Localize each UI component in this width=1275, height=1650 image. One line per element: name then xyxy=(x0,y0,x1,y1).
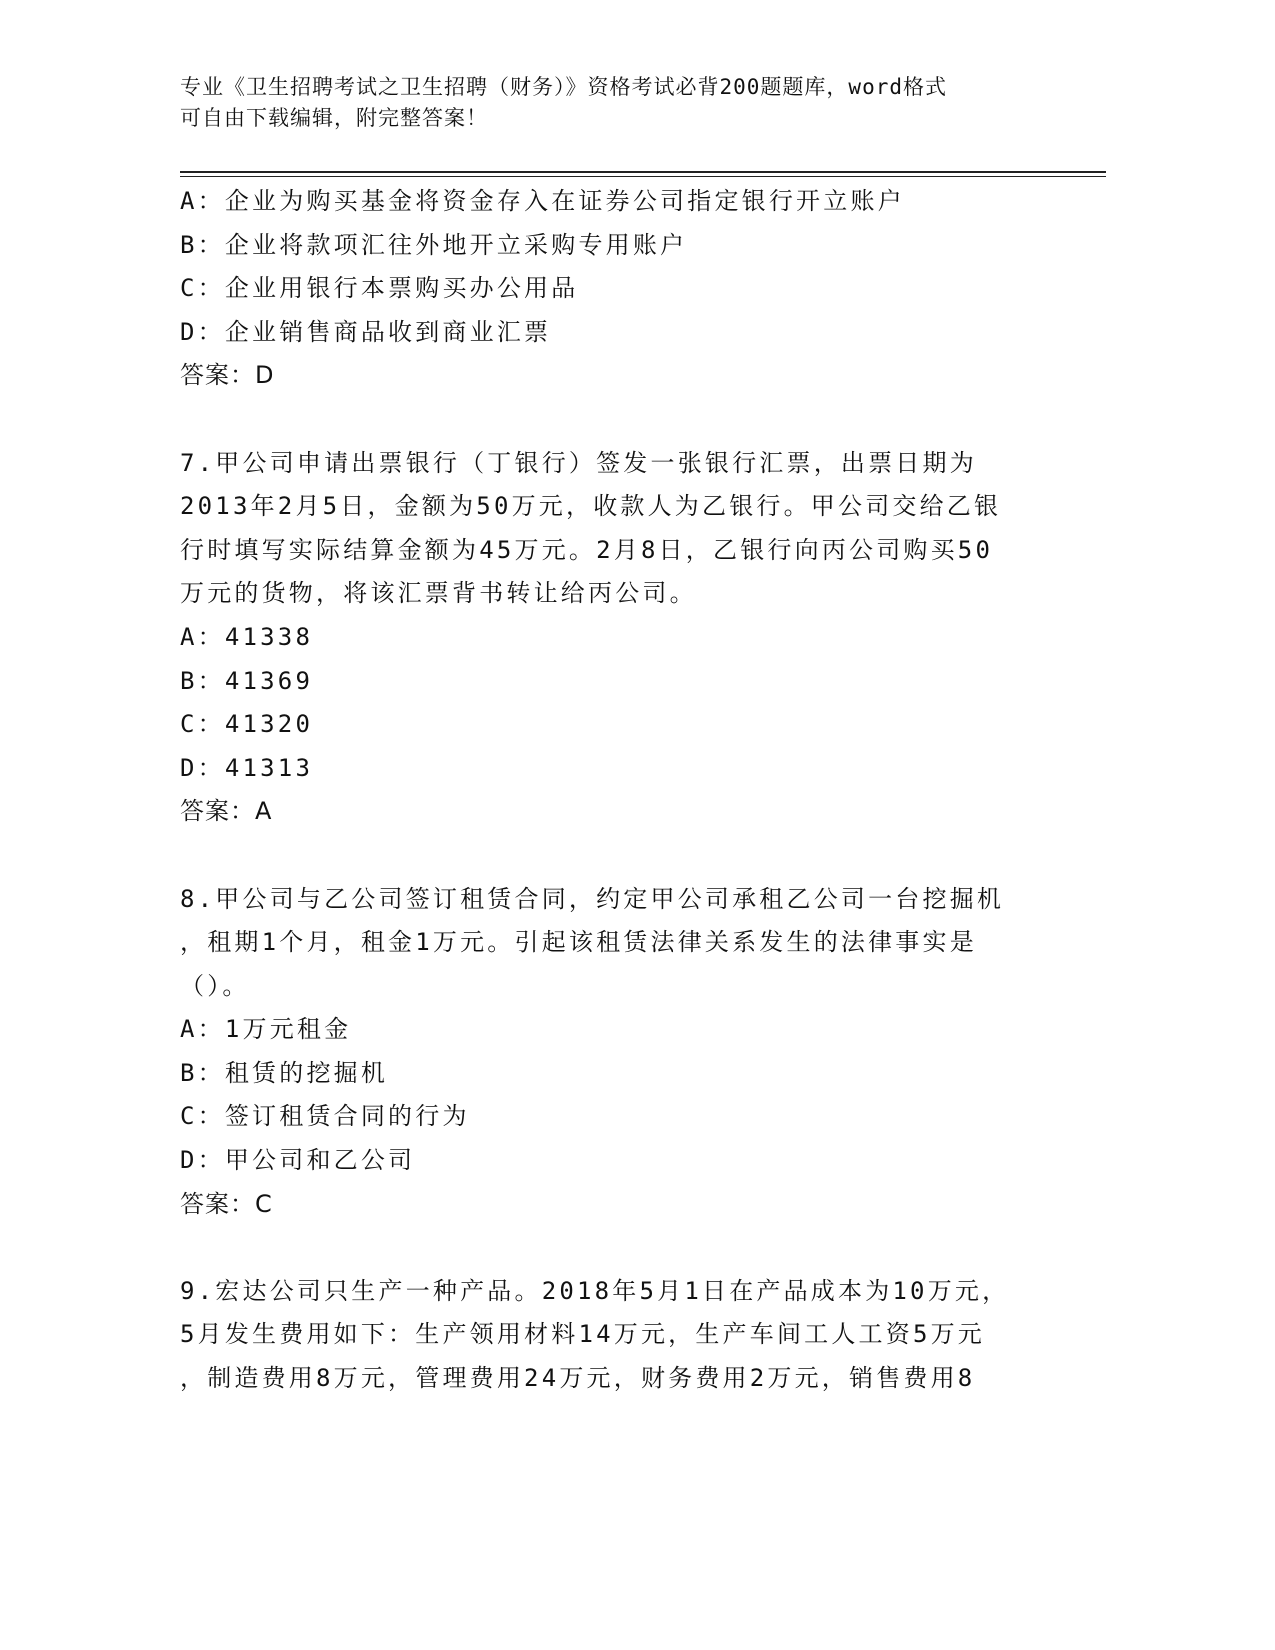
answer: 答案：A xyxy=(180,797,273,826)
question-stem-line: 2013年2月5日，金额为50万元，收款人为乙银行。甲公司交给乙银 xyxy=(180,492,1002,521)
question-stem-line: 8.甲公司与乙公司签订租赁合同，约定甲公司承租乙公司一台挖掘机 xyxy=(180,884,1005,913)
option-d: D：企业销售商品收到商业汇票 xyxy=(180,317,552,346)
option-a: A：41338 xyxy=(180,622,314,651)
header-divider-thin xyxy=(180,176,1106,177)
header-divider-thick xyxy=(180,171,1106,173)
option-a: A：1万元租金 xyxy=(180,1015,352,1044)
question-stem-line: 万元的货物，将该汇票背书转让给丙公司。 xyxy=(180,579,697,608)
question-9 xyxy=(180,1270,1060,1401)
option-b: B：企业将款项汇往外地开立采购专用账户 xyxy=(180,230,688,259)
option-c: C：41320 xyxy=(180,710,314,739)
document-body xyxy=(180,180,1060,1401)
question-stem-line: 5月发生费用如下：生产领用材料14万元，生产车间工人工资5万元 xyxy=(180,1320,985,1349)
question-8 xyxy=(180,878,1060,1227)
option-c: C：签订租赁合同的行为 xyxy=(180,1102,470,1131)
question-stem-line: 7.甲公司申请出票银行（丁银行）签发一张银行汇票，出票日期为 xyxy=(180,448,977,477)
option-b: B：41369 xyxy=(180,666,314,695)
option-b: B：租赁的挖掘机 xyxy=(180,1058,389,1087)
question-stem-line: 行时填写实际结算金额为45万元。2月8日，乙银行向丙公司购买50 xyxy=(180,535,994,564)
answer: 答案：C xyxy=(180,1189,273,1218)
option-d: D：41313 xyxy=(180,753,314,782)
option-a: A：企业为购买基金将资金存入在证券公司指定银行开立账户 xyxy=(180,187,905,215)
document-header xyxy=(180,72,1120,134)
question-7 xyxy=(180,442,1060,834)
option-d: D：甲公司和乙公司 xyxy=(180,1146,416,1175)
question-stem-line: （）。 xyxy=(180,971,250,1000)
answer: 答案：D xyxy=(180,361,275,390)
question-stem-line: 9.宏达公司只生产一种产品。2018年5月1日在产品成本为10万元， xyxy=(180,1276,1010,1305)
option-c: C：企业用银行本票购买办公用品 xyxy=(180,274,579,303)
question-6 xyxy=(180,180,1060,398)
question-stem-line: ，租期1个月，租金1万元。引起该租赁法律关系发生的法律事实是 xyxy=(180,928,977,957)
header-line-2: 可自由下载编辑，附完整答案！ xyxy=(180,106,488,130)
question-stem-line: ，制造费用8万元，管理费用24万元，财务费用2万元，销售费用8 xyxy=(180,1364,976,1393)
header-line-1: 专业《卫生招聘考试之卫生招聘（财务）》资格考试必背200题题库，word格式 xyxy=(180,75,947,99)
